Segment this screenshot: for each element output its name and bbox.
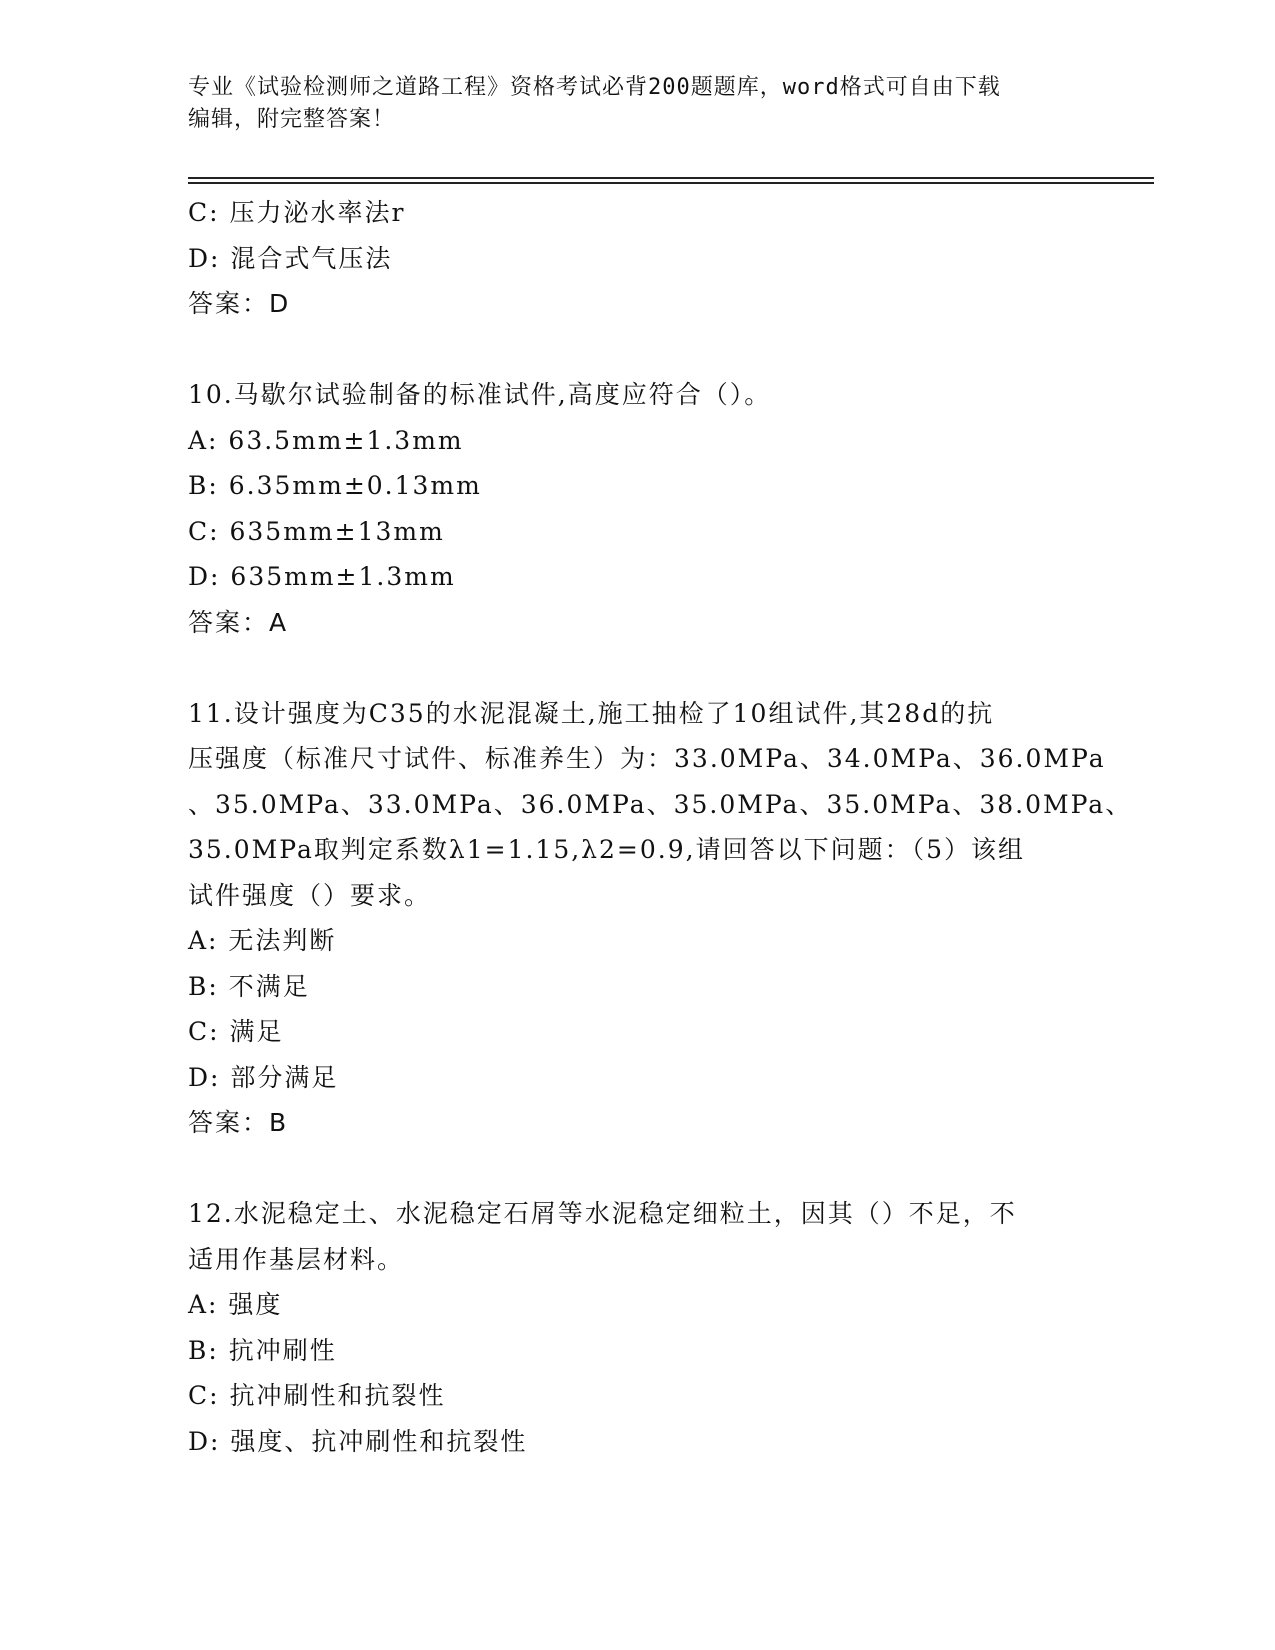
spacer [188, 327, 1088, 373]
question-stem-line-1: 12.水泥稳定土、水泥稳定石屑等水泥稳定细粒土，因其（）不足，不 [188, 1199, 1017, 1228]
spacer [188, 645, 1088, 691]
header-divider-bottom [188, 182, 1154, 184]
header-line-1: 专业《试验检测师之道路工程》资格考试必背200题题库，word格式可自由下载 [188, 75, 1001, 100]
question-stem-line-3: 、35.0MPa、33.0MPa、36.0MPa、35.0MPa、35.0MPa、38.0MPa、 [188, 789, 1133, 819]
question-stem: 10.马歇尔试验制备的标准试件,高度应符合（）。 [188, 380, 772, 409]
option-d: D: 635mm±1.3mm [188, 562, 456, 591]
answer: 答案：B [188, 1108, 289, 1137]
question-12 [188, 1191, 1088, 1464]
option-a: A: 强度 [188, 1290, 283, 1319]
answer: 答案：D [188, 289, 291, 318]
option-c: C: 压力泌水率法r [188, 198, 406, 227]
question-11 [188, 691, 1133, 1146]
option-b: B: 抗冲刷性 [188, 1335, 337, 1365]
option-d: D: 强度、抗冲刷性和抗裂性 [188, 1426, 528, 1456]
option-c: C: 635mm±13mm [188, 516, 445, 546]
question-stem-line-4: 35.0MPa取判定系数λ1=1.15,λ2=0.9,请回答以下问题：（5）该组 [188, 835, 1025, 864]
question-stem-line-2: 压强度（标准尺寸试件、标准养生）为：33.0MPa、34.0MPa、36.0MPa [188, 744, 1106, 773]
spacer [188, 1146, 1088, 1192]
question-list [188, 190, 1133, 1464]
option-b: B: 6.35mm±0.13mm [188, 471, 482, 500]
question-prev [188, 190, 1088, 327]
option-d: D: 混合式气压法 [188, 243, 393, 273]
header-divider-top [188, 177, 1154, 179]
document-header [188, 72, 1068, 136]
option-c: C: 抗冲刷性和抗裂性 [188, 1381, 446, 1410]
question-stem-line-2: 适用作基层材料。 [188, 1244, 405, 1274]
question-stem-line-1: 11.设计强度为C35的水泥混凝土,施工抽检了10组试件,其28d的抗 [188, 698, 995, 728]
option-c: C: 满足 [188, 1017, 284, 1046]
header-line-2: 编辑，附完整答案！ [188, 107, 396, 132]
option-a: A: 无法判断 [188, 926, 337, 955]
question-stem-line-5: 试件强度（）要求。 [188, 880, 432, 910]
question-10 [188, 372, 1088, 645]
option-b: B: 不满足 [188, 971, 310, 1001]
option-d: D: 部分满足 [188, 1062, 339, 1092]
option-a: A: 63.5mm±1.3mm [188, 425, 464, 455]
answer: 答案：A [188, 607, 289, 637]
